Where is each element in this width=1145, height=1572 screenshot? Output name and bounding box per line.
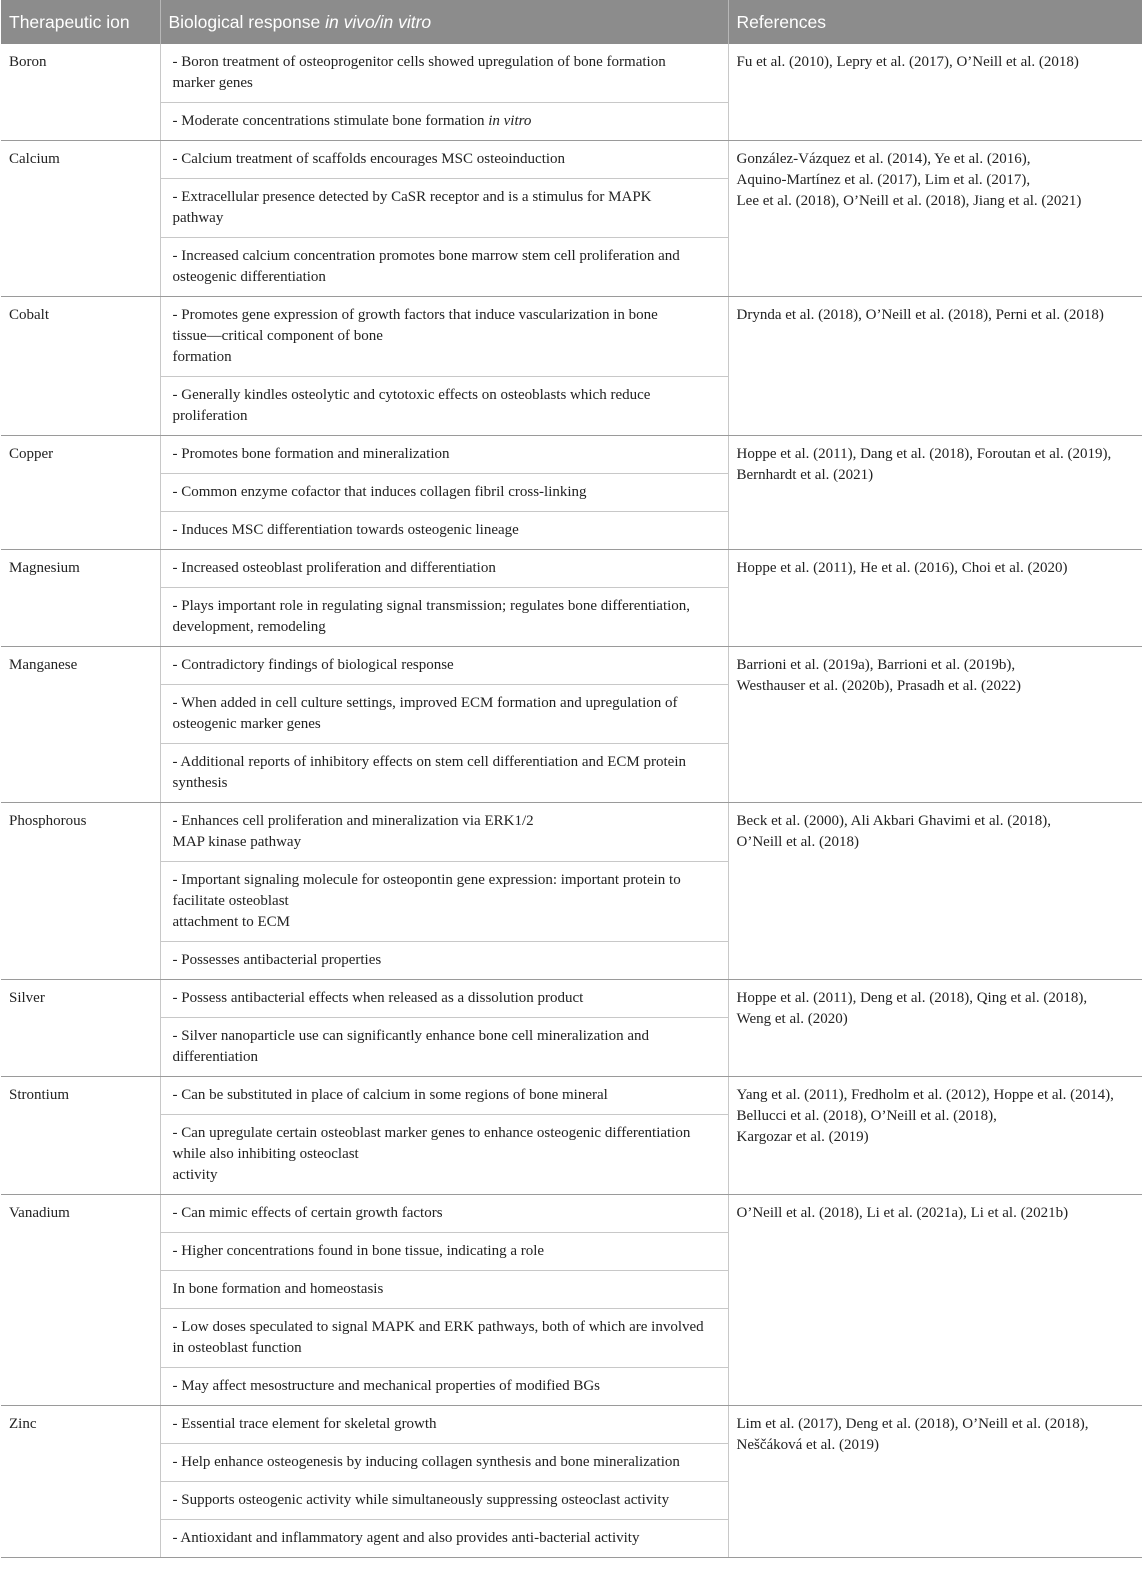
response-text: - When added in cell culture settings, improved ECM formation and upregulation of osteogenic marker genes bbox=[172, 695, 678, 732]
ion-name-cell: Strontium bbox=[1, 1077, 160, 1195]
response-text: - Essential trace element for skeletal growth bbox=[172, 1416, 437, 1432]
biological-response-cell bbox=[160, 474, 728, 512]
table-row bbox=[1, 297, 1142, 377]
response-text: - Important signaling molecule for osteopontin gene expression: important protein to facilitate osteoblast attachment to ECM bbox=[172, 872, 681, 930]
biological-response-cell bbox=[160, 862, 728, 942]
ion-name-cell: Cobalt bbox=[1, 297, 160, 436]
biological-response-cell bbox=[160, 238, 728, 297]
response-text: - Promotes bone formation and mineralization bbox=[172, 446, 450, 462]
therapeutic-ion-table bbox=[1, 0, 1142, 1558]
biological-response-cell bbox=[160, 980, 728, 1018]
response-text: - Increased osteoblast proliferation and differentiation bbox=[172, 560, 496, 576]
response-text: - Can be substituted in place of calcium in some regions of bone mineral bbox=[172, 1087, 608, 1103]
references-cell: Yang et al. (2011), Fredholm et al. (2012), Hoppe et al. (2014), Bellucci et al. (2018), O’Neill et al. (2018), Kargozar et al. (2019) bbox=[728, 1077, 1142, 1195]
ion-name-cell: Magnesium bbox=[1, 550, 160, 647]
response-text: - Extracellular presence detected by CaSR receptor and is a stimulus for MAPK pathway bbox=[172, 189, 652, 226]
references-cell: Barrioni et al. (2019a), Barrioni et al. (2019b), Westhauser et al. (2020b), Prasadh et al. (2022) bbox=[728, 647, 1142, 803]
table-row bbox=[1, 1406, 1142, 1444]
response-text: - Supports osteogenic activity while simultaneously suppressing osteoclast activity bbox=[172, 1492, 670, 1508]
table-row bbox=[1, 647, 1142, 685]
references-cell: Hoppe et al. (2011), Deng et al. (2018), Qing et al. (2018), Weng et al. (2020) bbox=[728, 980, 1142, 1077]
table-row bbox=[1, 44, 1142, 103]
references-cell: O’Neill et al. (2018), Li et al. (2021a), Li et al. (2021b) bbox=[728, 1195, 1142, 1406]
biological-response-cell bbox=[160, 1233, 728, 1271]
biological-response-cell bbox=[160, 1271, 728, 1309]
ion-name-cell: Vanadium bbox=[1, 1195, 160, 1406]
response-text: - Promotes gene expression of growth factors that induce vascularization in bone tissue—critical component of bone formation bbox=[172, 307, 658, 365]
table-body bbox=[1, 44, 1142, 1558]
header-biological-response bbox=[160, 0, 728, 44]
header-response-prefix: Biological response bbox=[168, 11, 326, 32]
references-cell: Fu et al. (2010), Lepry et al. (2017), O’Neill et al. (2018) bbox=[728, 44, 1142, 141]
biological-response-cell bbox=[160, 1077, 728, 1115]
biological-response-cell bbox=[160, 1482, 728, 1520]
biological-response-cell bbox=[160, 297, 728, 377]
references-cell: Drynda et al. (2018), O’Neill et al. (2018), Perni et al. (2018) bbox=[728, 297, 1142, 436]
biological-response-cell bbox=[160, 103, 728, 141]
header-therapeutic-ion: Therapeutic ion bbox=[1, 0, 160, 44]
response-text: - Possesses antibacterial properties bbox=[172, 952, 382, 968]
references-cell: Lim et al. (2017), Deng et al. (2018), O’Neill et al. (2018), Neščáková et al. (2019) bbox=[728, 1406, 1142, 1558]
header-response-italic: in vivo/in vitro bbox=[325, 11, 432, 32]
table-row bbox=[1, 1195, 1142, 1233]
response-text: - Calcium treatment of scaffolds encourages MSC osteoinduction bbox=[172, 151, 566, 167]
response-text: - Can upregulate certain osteoblast marker genes to enhance osteogenic differentiation while also inhibiting osteoclast activity bbox=[172, 1125, 691, 1183]
ion-name-cell: Manganese bbox=[1, 647, 160, 803]
biological-response-cell bbox=[160, 1406, 728, 1444]
header-references: References bbox=[728, 0, 1142, 44]
response-text: - Low doses speculated to signal MAPK and ERK pathways, both of which are involved in osteoblast function bbox=[172, 1319, 704, 1356]
biological-response-cell bbox=[160, 1195, 728, 1233]
biological-response-cell bbox=[160, 1018, 728, 1077]
ion-name-cell: Silver bbox=[1, 980, 160, 1077]
biological-response-cell bbox=[160, 179, 728, 238]
response-text: - Higher concentrations found in bone tissue, indicating a role bbox=[172, 1243, 545, 1259]
response-text: - Silver nanoparticle use can significantly enhance bone cell mineralization and differentiation bbox=[172, 1028, 649, 1065]
table-row bbox=[1, 980, 1142, 1018]
response-text: - Increased calcium concentration promotes bone marrow stem cell proliferation and osteogenic differentiation bbox=[172, 248, 680, 285]
biological-response-cell bbox=[160, 141, 728, 179]
biological-response-cell bbox=[160, 588, 728, 647]
biological-response-cell bbox=[160, 512, 728, 550]
response-text: - Common enzyme cofactor that induces collagen fibril cross-linking bbox=[172, 484, 587, 500]
response-text: - Plays important role in regulating signal transmission; regulates bone differentiation, development, remodeling bbox=[172, 598, 691, 635]
table-row bbox=[1, 141, 1142, 179]
biological-response-cell bbox=[160, 647, 728, 685]
response-text: - Antioxidant and inflammatory agent and also provides anti-bacterial activity bbox=[172, 1530, 640, 1546]
biological-response-cell bbox=[160, 1444, 728, 1482]
table-header-row bbox=[1, 0, 1142, 44]
response-text: - Help enhance osteogenesis by inducing collagen synthesis and bone mineralization bbox=[172, 1454, 680, 1470]
ion-name-cell: Calcium bbox=[1, 141, 160, 297]
response-italic-text: in vitro bbox=[488, 113, 532, 129]
table-row bbox=[1, 550, 1142, 588]
response-text: - Contradictory findings of biological response bbox=[172, 657, 454, 673]
ion-name-cell: Phosphorous bbox=[1, 803, 160, 980]
biological-response-cell bbox=[160, 377, 728, 436]
response-text: - Induces MSC differentiation towards osteogenic lineage bbox=[172, 522, 519, 538]
biological-response-cell bbox=[160, 1309, 728, 1368]
biological-response-cell bbox=[160, 744, 728, 803]
table-row bbox=[1, 1077, 1142, 1115]
biological-response-cell bbox=[160, 942, 728, 980]
biological-response-cell bbox=[160, 1368, 728, 1406]
response-text: In bone formation and homeostasis bbox=[172, 1281, 384, 1297]
response-text: - Enhances cell proliferation and mineralization via ERK1/2 MAP kinase pathway bbox=[172, 813, 534, 850]
ion-name-cell: Boron bbox=[1, 44, 160, 141]
biological-response-cell bbox=[160, 436, 728, 474]
references-cell: González-Vázquez et al. (2014), Ye et al. (2016), Aquino-Martínez et al. (2017), Lim et al. (2017), Lee et al. (2018), O’Neill et al. (2018), Jiang et al. (2021) bbox=[728, 141, 1142, 297]
references-cell: Hoppe et al. (2011), He et al. (2016), Choi et al. (2020) bbox=[728, 550, 1142, 647]
biological-response-cell bbox=[160, 803, 728, 862]
table-row bbox=[1, 436, 1142, 474]
biological-response-cell bbox=[160, 44, 728, 103]
response-text: - Additional reports of inhibitory effects on stem cell differentiation and ECM protein synthesis bbox=[172, 754, 686, 791]
biological-response-cell bbox=[160, 550, 728, 588]
biological-response-cell bbox=[160, 1520, 728, 1558]
response-text: - Possess antibacterial effects when released as a dissolution product bbox=[172, 990, 584, 1006]
references-cell: Beck et al. (2000), Ali Akbari Ghavimi et al. (2018), O’Neill et al. (2018) bbox=[728, 803, 1142, 980]
response-text: - Can mimic effects of certain growth factors bbox=[172, 1205, 443, 1221]
response-text: - May affect mesostructure and mechanical properties of modified BGs bbox=[172, 1378, 600, 1394]
biological-response-cell bbox=[160, 1115, 728, 1195]
ion-name-cell: Copper bbox=[1, 436, 160, 550]
table-row bbox=[1, 803, 1142, 862]
response-text: - Generally kindles osteolytic and cytotoxic effects on osteoblasts which reduce proliferation bbox=[172, 387, 651, 424]
biological-response-cell bbox=[160, 685, 728, 744]
response-text: - Moderate concentrations stimulate bone formation bbox=[172, 113, 489, 129]
ion-name-cell: Zinc bbox=[1, 1406, 160, 1558]
references-cell: Hoppe et al. (2011), Dang et al. (2018), Foroutan et al. (2019), Bernhardt et al. (2021) bbox=[728, 436, 1142, 550]
response-text: - Boron treatment of osteoprogenitor cells showed upregulation of bone formation marker genes bbox=[172, 54, 666, 91]
